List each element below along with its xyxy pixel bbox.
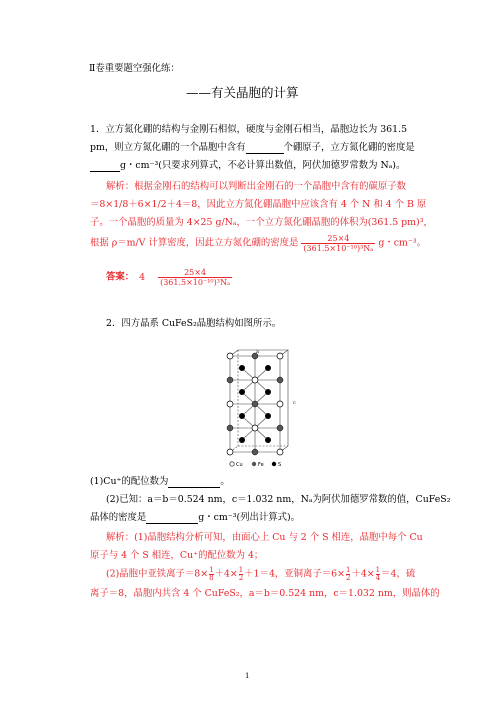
q2-part2-line2: 晶体的密度是 g・cm⁻³(列出计算式)。 <box>90 512 301 523</box>
legend-s: S <box>278 462 282 468</box>
section-heading: Ⅱ卷重要题空强化练： <box>89 63 180 74</box>
legend-cu: Cu <box>236 462 243 468</box>
q2-analysis-line4: 离子＝8，晶胞内共含 4 个 CuFeS₂，a＝b＝0.524 nm，c＝1.032 nm，则晶体的 <box>90 588 440 599</box>
q2-line1: 2．四方晶系 CuFeS₂晶胞结构如图所示。 <box>106 318 282 329</box>
answer-fraction: $\frac{25\times 4}{\text{(361.5×10⁻¹⁰)³Nₐ}}$ <box>160 268 231 287</box>
q1-line1: 1．立方氮化硼的结构与金刚石相似，硬度与金刚石相当，晶胞边长为 361.5 <box>90 124 408 135</box>
q1-line2: pm，则立方氮化硼的一个晶胞中含有 个硼原子，立方氮化硼的密度是 <box>90 142 415 153</box>
q2-part2-line1: (2)已知：a＝b＝0.524 nm，c＝1.032 nm，Nₐ为阿伏加德罗常数的值，CuFeS₂ <box>106 494 451 505</box>
unit-cell-diagram <box>218 346 304 470</box>
q1-analysis-line4: 根据 ρ＝m/V 计算密度，因此立方氮化硼的密度是 $\frac{25\times 4}{\text{(361.5×10⁻¹⁰)³Nₐ}}$ g・cm⁻³。 <box>90 234 426 253</box>
q1-blank-density <box>90 161 120 172</box>
page-number: 1 <box>245 672 250 680</box>
q2-part1: (1)Cu⁺的配位数为 。 <box>90 476 230 487</box>
legend <box>230 462 281 468</box>
q2-blank-density <box>146 513 198 524</box>
density-fraction: $\frac{25\times 4}{\text{(361.5×10⁻¹⁰)³Nₐ}}$ <box>303 234 374 253</box>
q2-blank-coordination <box>168 477 220 488</box>
q1-analysis-line2: ＝8×1/8＋6×1/2＋4＝8，因此立方氮化硼晶胞中应该含有 4 个 N 和 4 个 B 原 <box>90 199 427 210</box>
q1-answer: 答案： 4 $\frac{25\times 4}{\text{(361.5×10⁻¹⁰)³Nₐ}}$ <box>106 268 231 287</box>
q1-analysis-line1: 解析：根据金刚石的结构可以判断出金刚石的一个晶胞中含有的碳原子数 <box>106 181 407 192</box>
q2-analysis-line1: 解析：(1)晶胞结构分析可知，由面心上 Cu 与 2 个 S 相连，晶胞中每个 Cu <box>106 532 423 543</box>
q1-analysis-line3: 子。一个晶胞的质量为 4×25 g/Nₐ，一个立方氮化硼晶胞的体积为(361.5 pm)³， <box>90 217 433 228</box>
axis-c-label: c <box>293 400 296 406</box>
q2-analysis-line3: (2)晶胞中亚铁离子＝8× $\frac{1}{8}$ ＋4× $\frac{1}{2}$ ＋1＝4，亚铜离子＝6× $\frac{1}{2}$ ＋4× $\frac{1}{4}$ ＝4，硫 <box>106 566 416 582</box>
q1-line3: g・cm⁻³(只要求列算式，不必计算出数值，阿伏加德罗常数为 Nₐ)。 <box>90 160 405 172</box>
q2-analysis-line2: 原子与 4 个 S 相连，Cu⁺的配位数为 4； <box>90 550 264 561</box>
axis-a-label: a <box>256 349 259 355</box>
crystal-structure-figure <box>218 346 304 470</box>
q1-blank-boron-count <box>246 143 284 154</box>
legend-fe: Fe <box>258 462 264 468</box>
page-title: ——有关晶胞的计算 <box>186 85 299 100</box>
